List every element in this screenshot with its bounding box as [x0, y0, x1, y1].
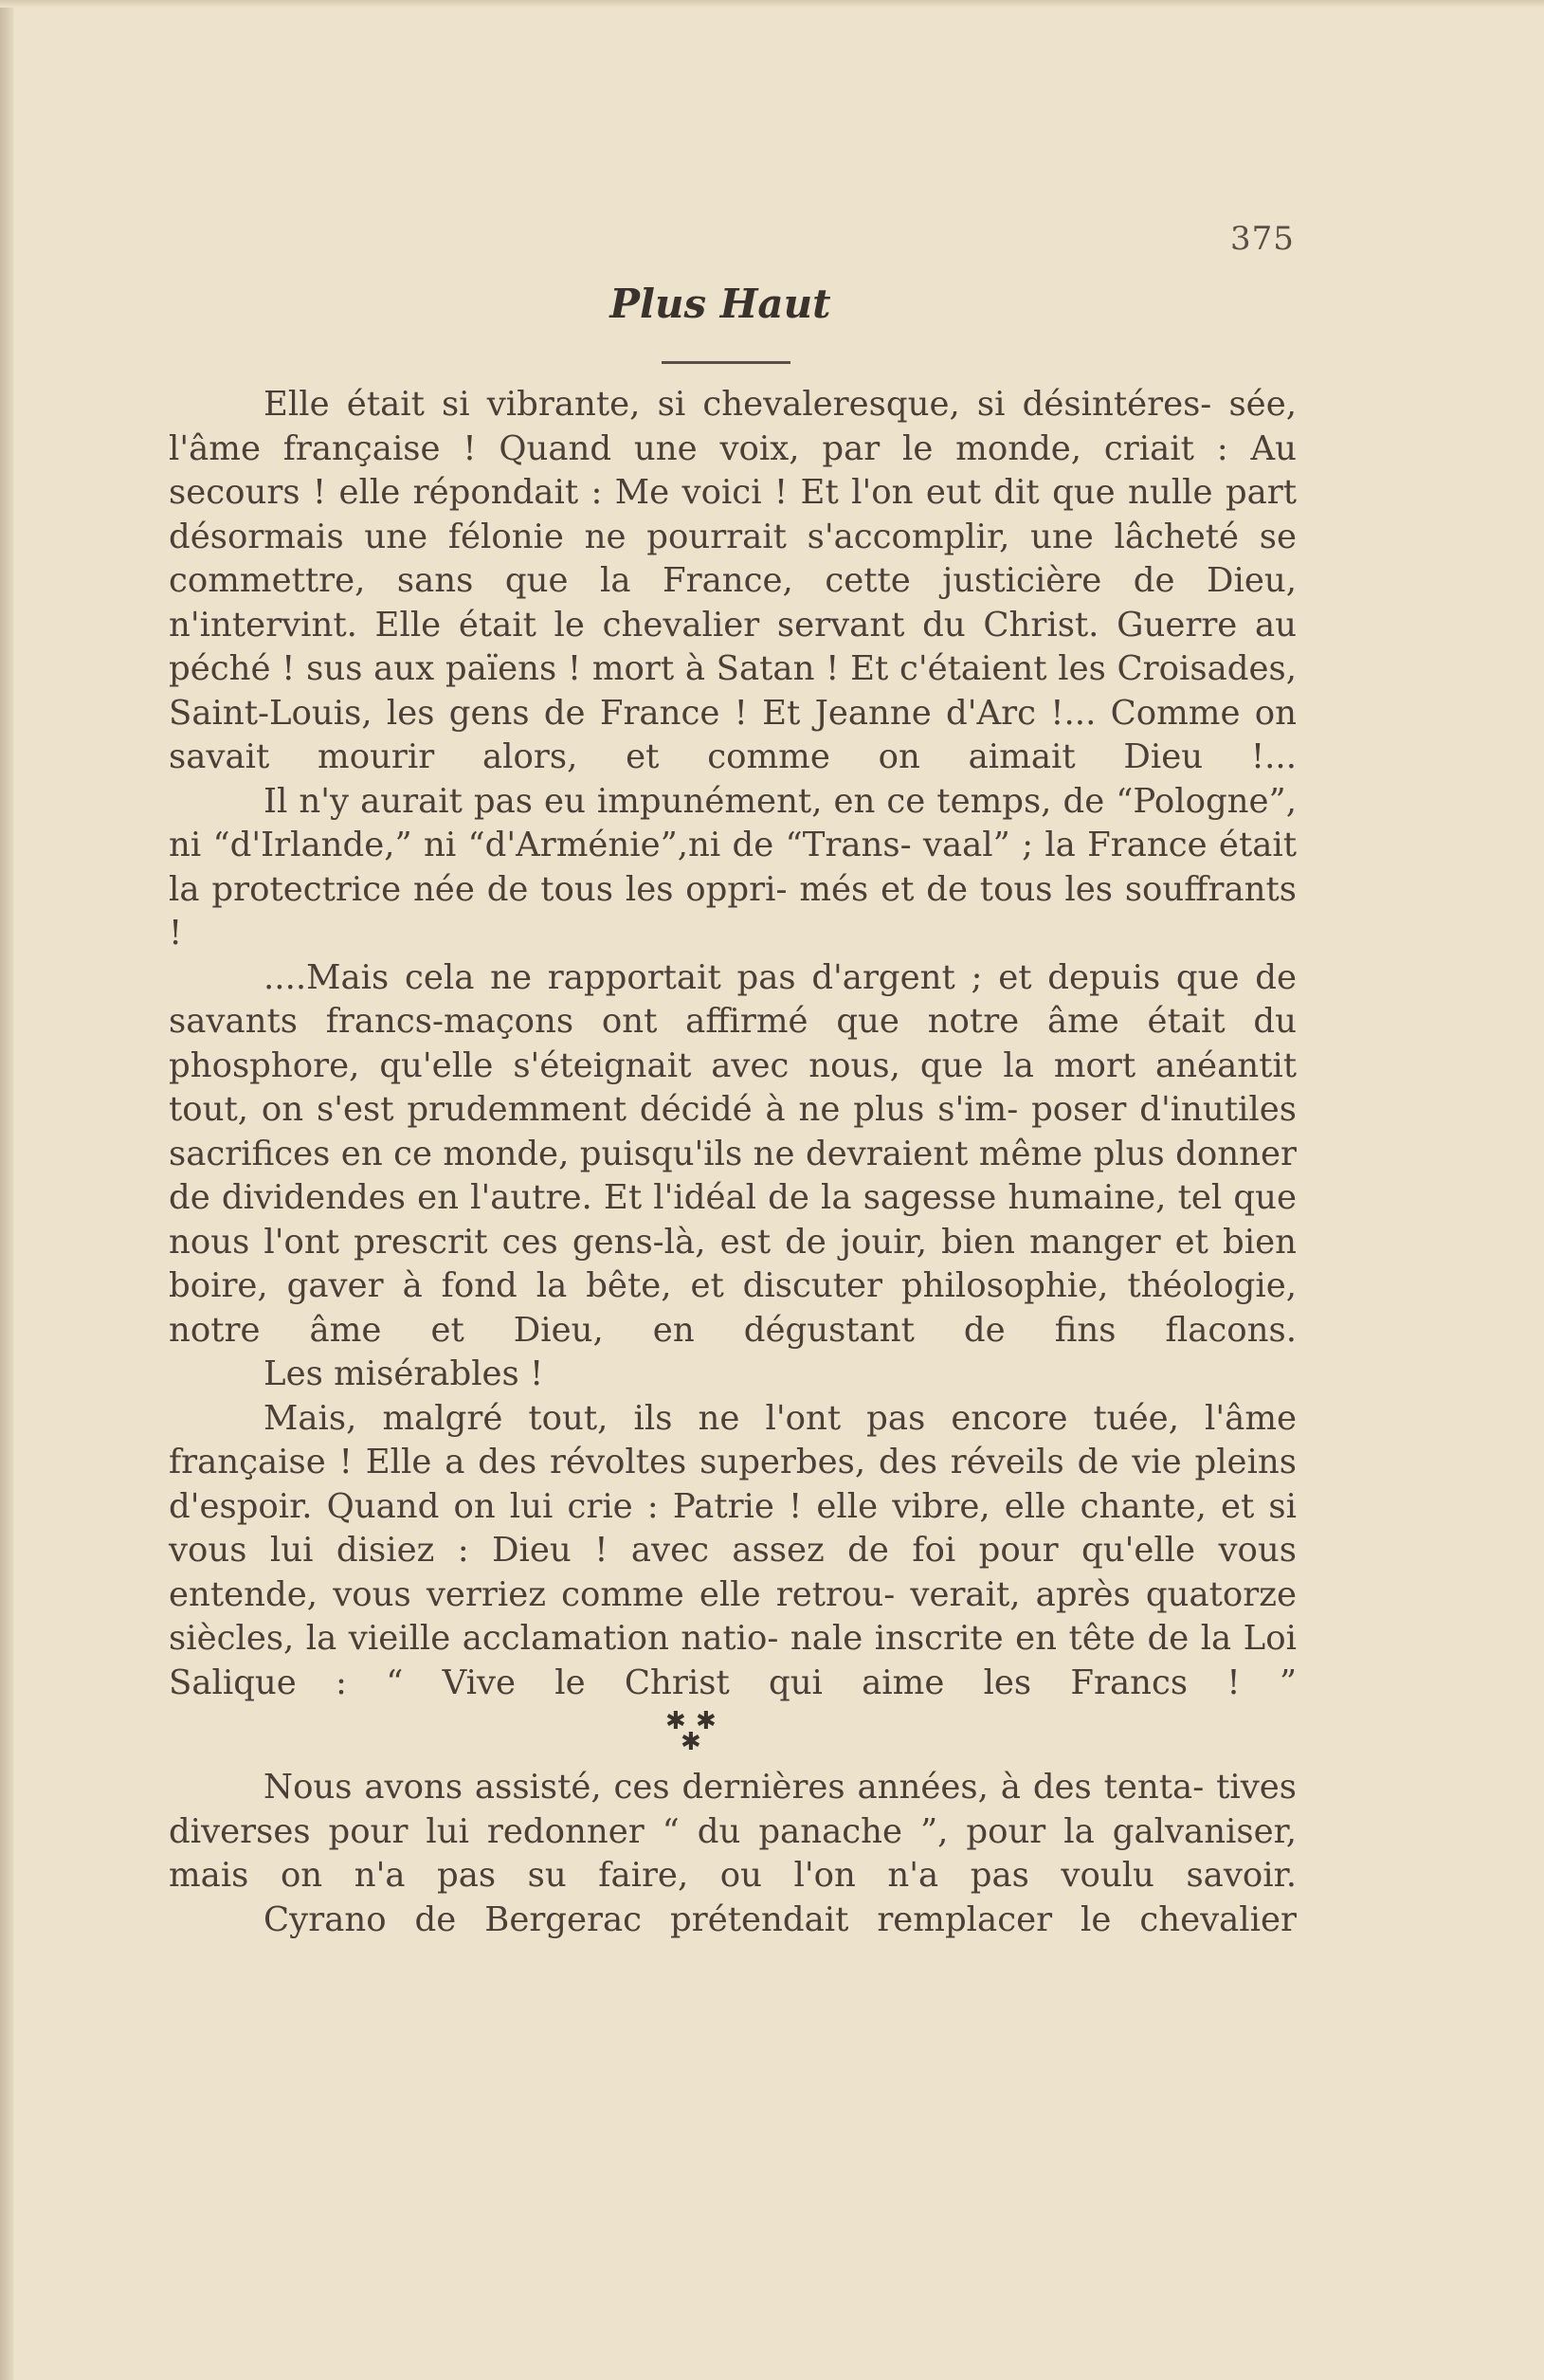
- section-separator: [169, 1705, 1297, 1758]
- line: de savants francs-maçons ont affirmé que notre âme était: [169, 957, 1297, 1041]
- line: s'accomplir, une lâcheté se commettre, sans que la France,: [169, 517, 1297, 600]
- line: mort à Satan ! Et c'étaient les Croisades, Saint-Louis, les: [169, 649, 1297, 733]
- line: eut dit que nulle part désormais une félonie ne pourrait: [169, 473, 1297, 556]
- line: française ! Elle a des révoltes superbes, des réveils de vie: [169, 1443, 1182, 1481]
- line: verait, après quatorze siècles, la vieille acclamation natio-: [169, 1574, 1297, 1658]
- line: servant du Christ. Guerre au péché ! sus aux païens !: [169, 605, 1297, 688]
- line: âme et Dieu, en dégustant de fins flacons.: [309, 1310, 1297, 1350]
- line: ....Mais cela ne rapportait pas d'argent ; et depuis que: [263, 957, 1240, 997]
- line: devraient même plus donner de dividendes en l'autre. Et: [169, 1134, 1297, 1217]
- paragraph-4: [169, 1353, 1297, 1397]
- page-title: Plus Haut: [609, 281, 831, 327]
- asterism-star: ✱: [696, 1707, 717, 1735]
- paragraph-7: [169, 1899, 1297, 1943]
- asterism-star: ✱: [681, 1728, 701, 1756]
- line: du phosphore, qu'elle s'éteignait avec nous, que la mort: [169, 1002, 1297, 1085]
- line: Elle était si vibrante, si chevaleresque, si désintéres-: [263, 385, 1212, 424]
- line: galvaniser, mais on n'a pas su faire, ou l'on n'a pas voulu: [169, 1811, 1297, 1895]
- line: à fond la bête, et discuter philosophie, théologie, notre: [169, 1266, 1297, 1350]
- line: vaal” ; la France était la protectrice née de tous les oppri-: [169, 826, 1297, 909]
- line: tives diverses pour lui redonner “ du panache ”, pour la: [169, 1768, 1297, 1851]
- line: pleins d'espoir. Quand on lui crie : Patrie ! elle vibre,: [169, 1443, 1297, 1526]
- line: gens de France ! Et Jeanne d'Arc !... Comme on savait: [169, 693, 1297, 776]
- line: Il n'y aurait pas eu impunément, en ce temps, de: [263, 781, 1105, 821]
- line: nale inscrite en tête de la Loi Salique : “ Vive le Christ: [169, 1619, 1297, 1702]
- line: “Pologne”, ni “d'Irlande,” ni “d'Arménie”,ni de “Trans-: [169, 781, 1297, 864]
- line: sée, l'âme française ! Quand une voix, par le monde,: [169, 385, 1297, 468]
- page-top-shadow: [0, 0, 1544, 8]
- line: Nous avons assisté, ces dernières années, à des tenta-: [263, 1768, 1205, 1807]
- line: Cyrano de Bergerac prétendait remplacer le chevalier: [263, 1899, 1297, 1939]
- line: qui aime les Francs ! ”: [768, 1662, 1298, 1702]
- line: anéantit tout, on s'est prudemment décidé à ne plus s'im-: [169, 1045, 1297, 1129]
- title-rule: [662, 361, 790, 364]
- asterism-star: ✱: [665, 1707, 686, 1735]
- paragraph-2: [169, 780, 1297, 956]
- line: poser d'inutiles sacrifices en ce monde, puisqu'ils ne: [169, 1090, 1297, 1173]
- body-text: [169, 383, 1297, 1942]
- line: pour qu'elle vous entende, vous verriez comme elle retrou-: [169, 1531, 1297, 1614]
- line: cette justicière de Dieu, n'intervint. Elle était le chevalier: [169, 561, 1297, 645]
- line: savoir.: [1186, 1856, 1297, 1895]
- line: ces gens-là, est de jouir, bien manger et bien boire, gaver: [169, 1222, 1297, 1305]
- section-2: [169, 1766, 1297, 1942]
- section-1: [169, 383, 1297, 1705]
- line: elle chante, et si vous lui disiez : Dieu ! avec assez de foi: [169, 1486, 1297, 1570]
- line: Les misérables !: [263, 1354, 544, 1393]
- paragraph-3: [169, 956, 1297, 1354]
- line: més et de tous les souffrants !: [169, 869, 1297, 953]
- line: criait : Au secours ! elle répondait : Me voici ! Et l'on: [169, 428, 1297, 512]
- page-edge: [0, 0, 13, 2380]
- paragraph-1: [169, 383, 1297, 780]
- line: mourir alors, et comme on aimait Dieu !...: [318, 737, 1297, 776]
- paragraph-6: [169, 1766, 1297, 1899]
- line: Mais, malgré tout, ils ne l'ont pas encore tuée, l'âme: [263, 1398, 1297, 1438]
- paragraph-5: [169, 1397, 1297, 1706]
- page-number: 375: [1230, 220, 1295, 258]
- line: l'idéal de la sagesse humaine, tel que nous l'ont prescrit: [169, 1178, 1297, 1262]
